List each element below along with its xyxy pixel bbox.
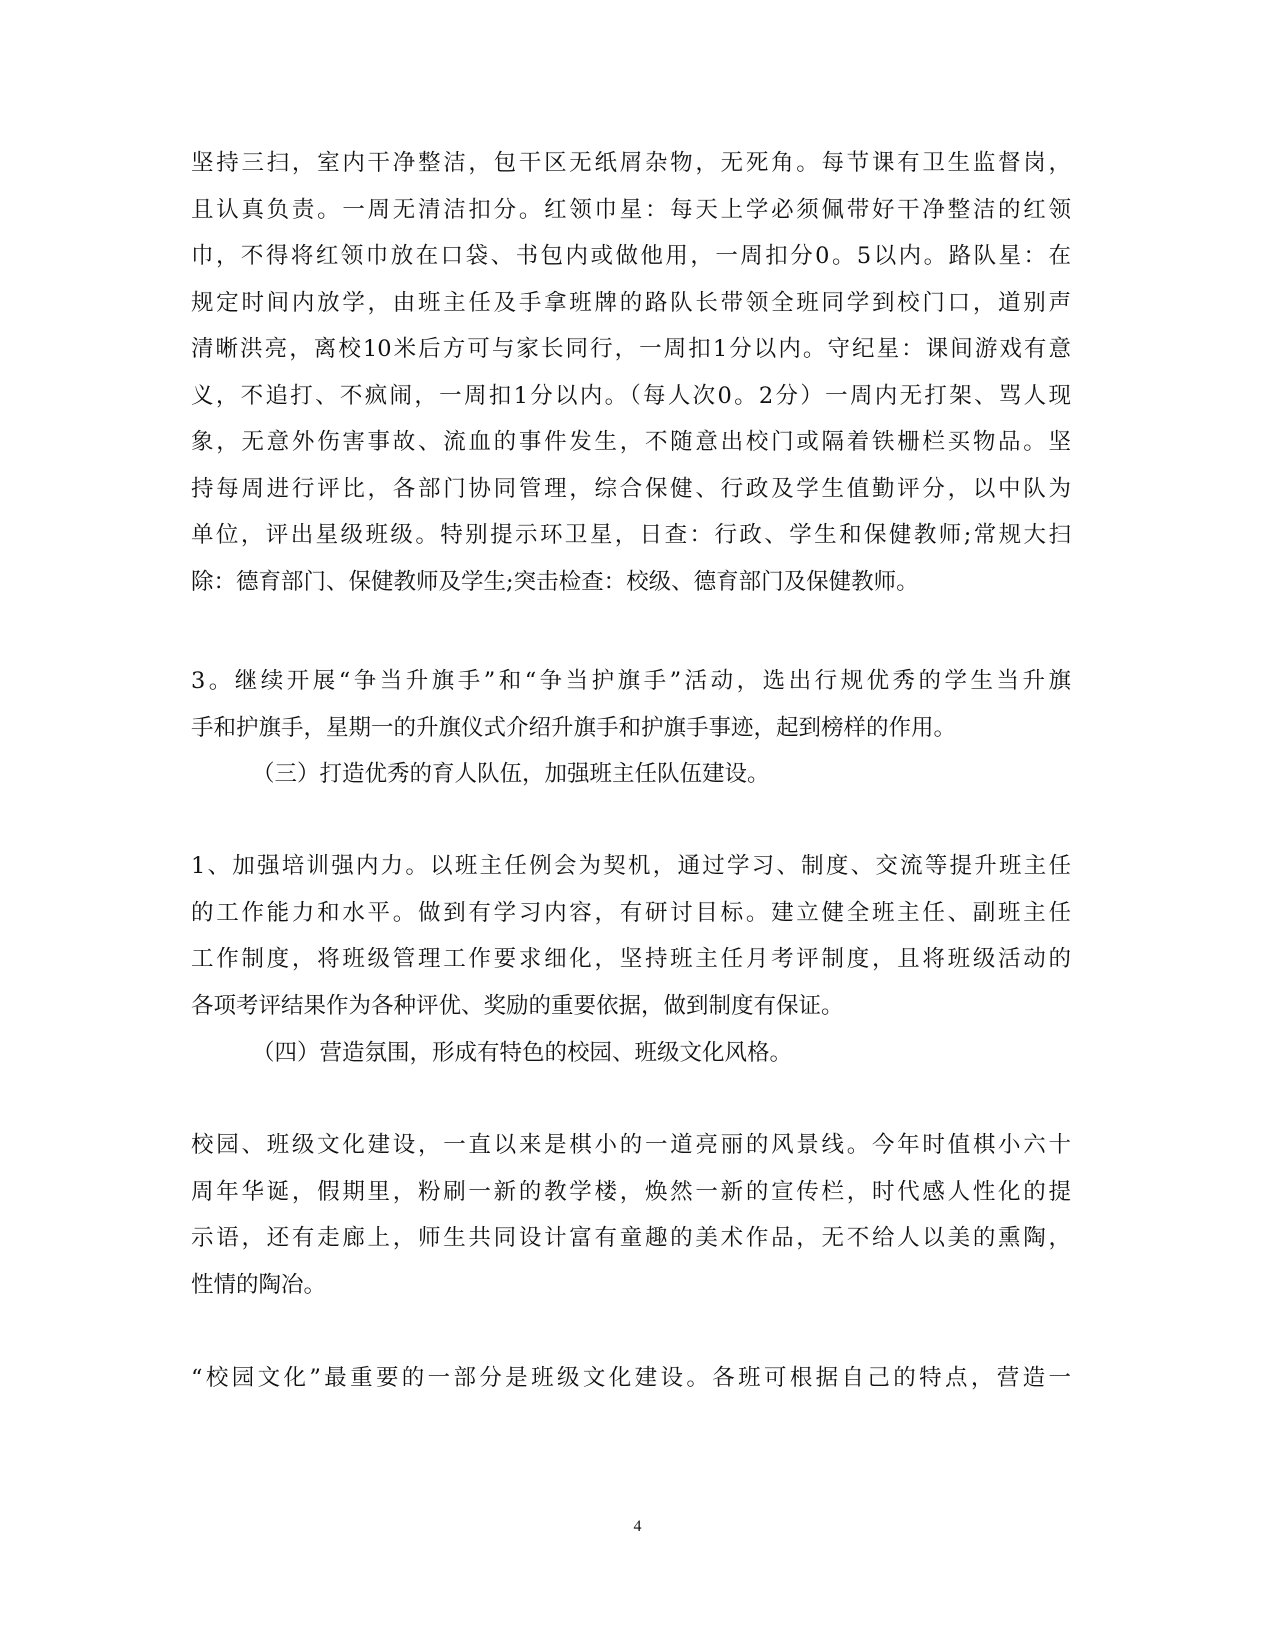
text-line: 清晰洪亮，离校10米后方可与家长同行，一周扣1分以内。守纪星：课间游戏有意 <box>191 336 1071 362</box>
text-line: 坚持三扫，室内干净整洁，包干区无纸屑杂物，无死角。每节课有卫生监督岗， <box>191 150 1071 176</box>
text-line: 3。继续开展“争当升旗手”和“争当护旗手”活动，选出行规优秀的学生当升旗 <box>191 668 1071 694</box>
text-line: 示语，还有走廊上，师生共同设计富有童趣的美术作品，无不给人以美的熏陶， <box>191 1225 1071 1251</box>
paragraph-teacher-training <box>191 843 1071 1029</box>
text-line: 1、加强培训强内力。以班主任例会为契机，通过学习、制度、交流等提升班主任 <box>191 853 1071 879</box>
text-line: 规定时间内放学，由班主任及手拿班牌的路队长带领全班同学到校门口，道别声 <box>191 289 1071 316</box>
text-line: 性情的陶冶。 <box>191 1271 327 1298</box>
paragraph-hygiene-stars <box>191 140 1071 605</box>
text-line: 象，无意外伤害事故、流血的事件发生，不随意出校门或隔着铁栅栏买物品。坚 <box>191 429 1071 455</box>
text-line: 各项考评结果作为各种评优、奖励的重要依据，做到制度有保证。 <box>191 992 844 1019</box>
page-number: 4 <box>633 1518 642 1535</box>
section-heading-three: （三）打造优秀的育人队伍，加强班主任队伍建设。 <box>252 761 770 787</box>
text-line: 周年华诞，假期里，粉刷一新的教学楼，焕然一新的宣传栏，时代感人性化的提 <box>191 1178 1071 1205</box>
text-line: 巾，不得将红领巾放在口袋、书包内或做他用，一周扣分0。5以内。路队星：在 <box>191 243 1071 269</box>
text-line: 手和护旗手，星期一的升旗仪式介绍升旗手和护旗手事迹，起到榜样的作用。 <box>191 714 957 741</box>
text-line: 校园、班级文化建设，一直以来是棋小的一道亮丽的风景线。今年时值棋小六十 <box>191 1132 1071 1158</box>
text-line: 的工作能力和水平。做到有学习内容，有研讨目标。建立健全班主任、副班主任 <box>191 899 1071 926</box>
paragraph-campus-culture <box>191 1122 1071 1308</box>
text-line: 单位，评出星级班级。特别提示环卫星，日查：行政、学生和保健教师;常规大扫 <box>191 522 1071 548</box>
text-line: 持每周进行评比，各部门协同管理，综合保健、行政及学生值勤评分，以中队为 <box>191 475 1071 502</box>
text-line: “校园文化”最重要的一部分是班级文化建设。各班可根据自己的特点，营造一 <box>191 1365 1071 1391</box>
text-line: 除：德育部门、保健教师及学生;突击检查：校级、德育部门及保健教师。 <box>191 568 919 595</box>
paragraph-class-culture <box>191 1355 1071 1402</box>
paragraph-flag-raisers <box>191 658 1071 751</box>
text-line: 且认真负责。一周无清洁扣分。红领巾星：每天上学必须佩带好干净整洁的红领 <box>191 196 1071 223</box>
section-heading-four: （四）营造氛围，形成有特色的校园、班级文化风格。 <box>252 1040 793 1066</box>
text-line: 工作制度，将班级管理工作要求细化，坚持班主任月考评制度，且将班级活动的 <box>191 946 1071 972</box>
text-line: 义，不追打、不疯闹，一周扣1分以内。（每人次0。2分）一周内无打架、骂人现 <box>191 382 1071 409</box>
